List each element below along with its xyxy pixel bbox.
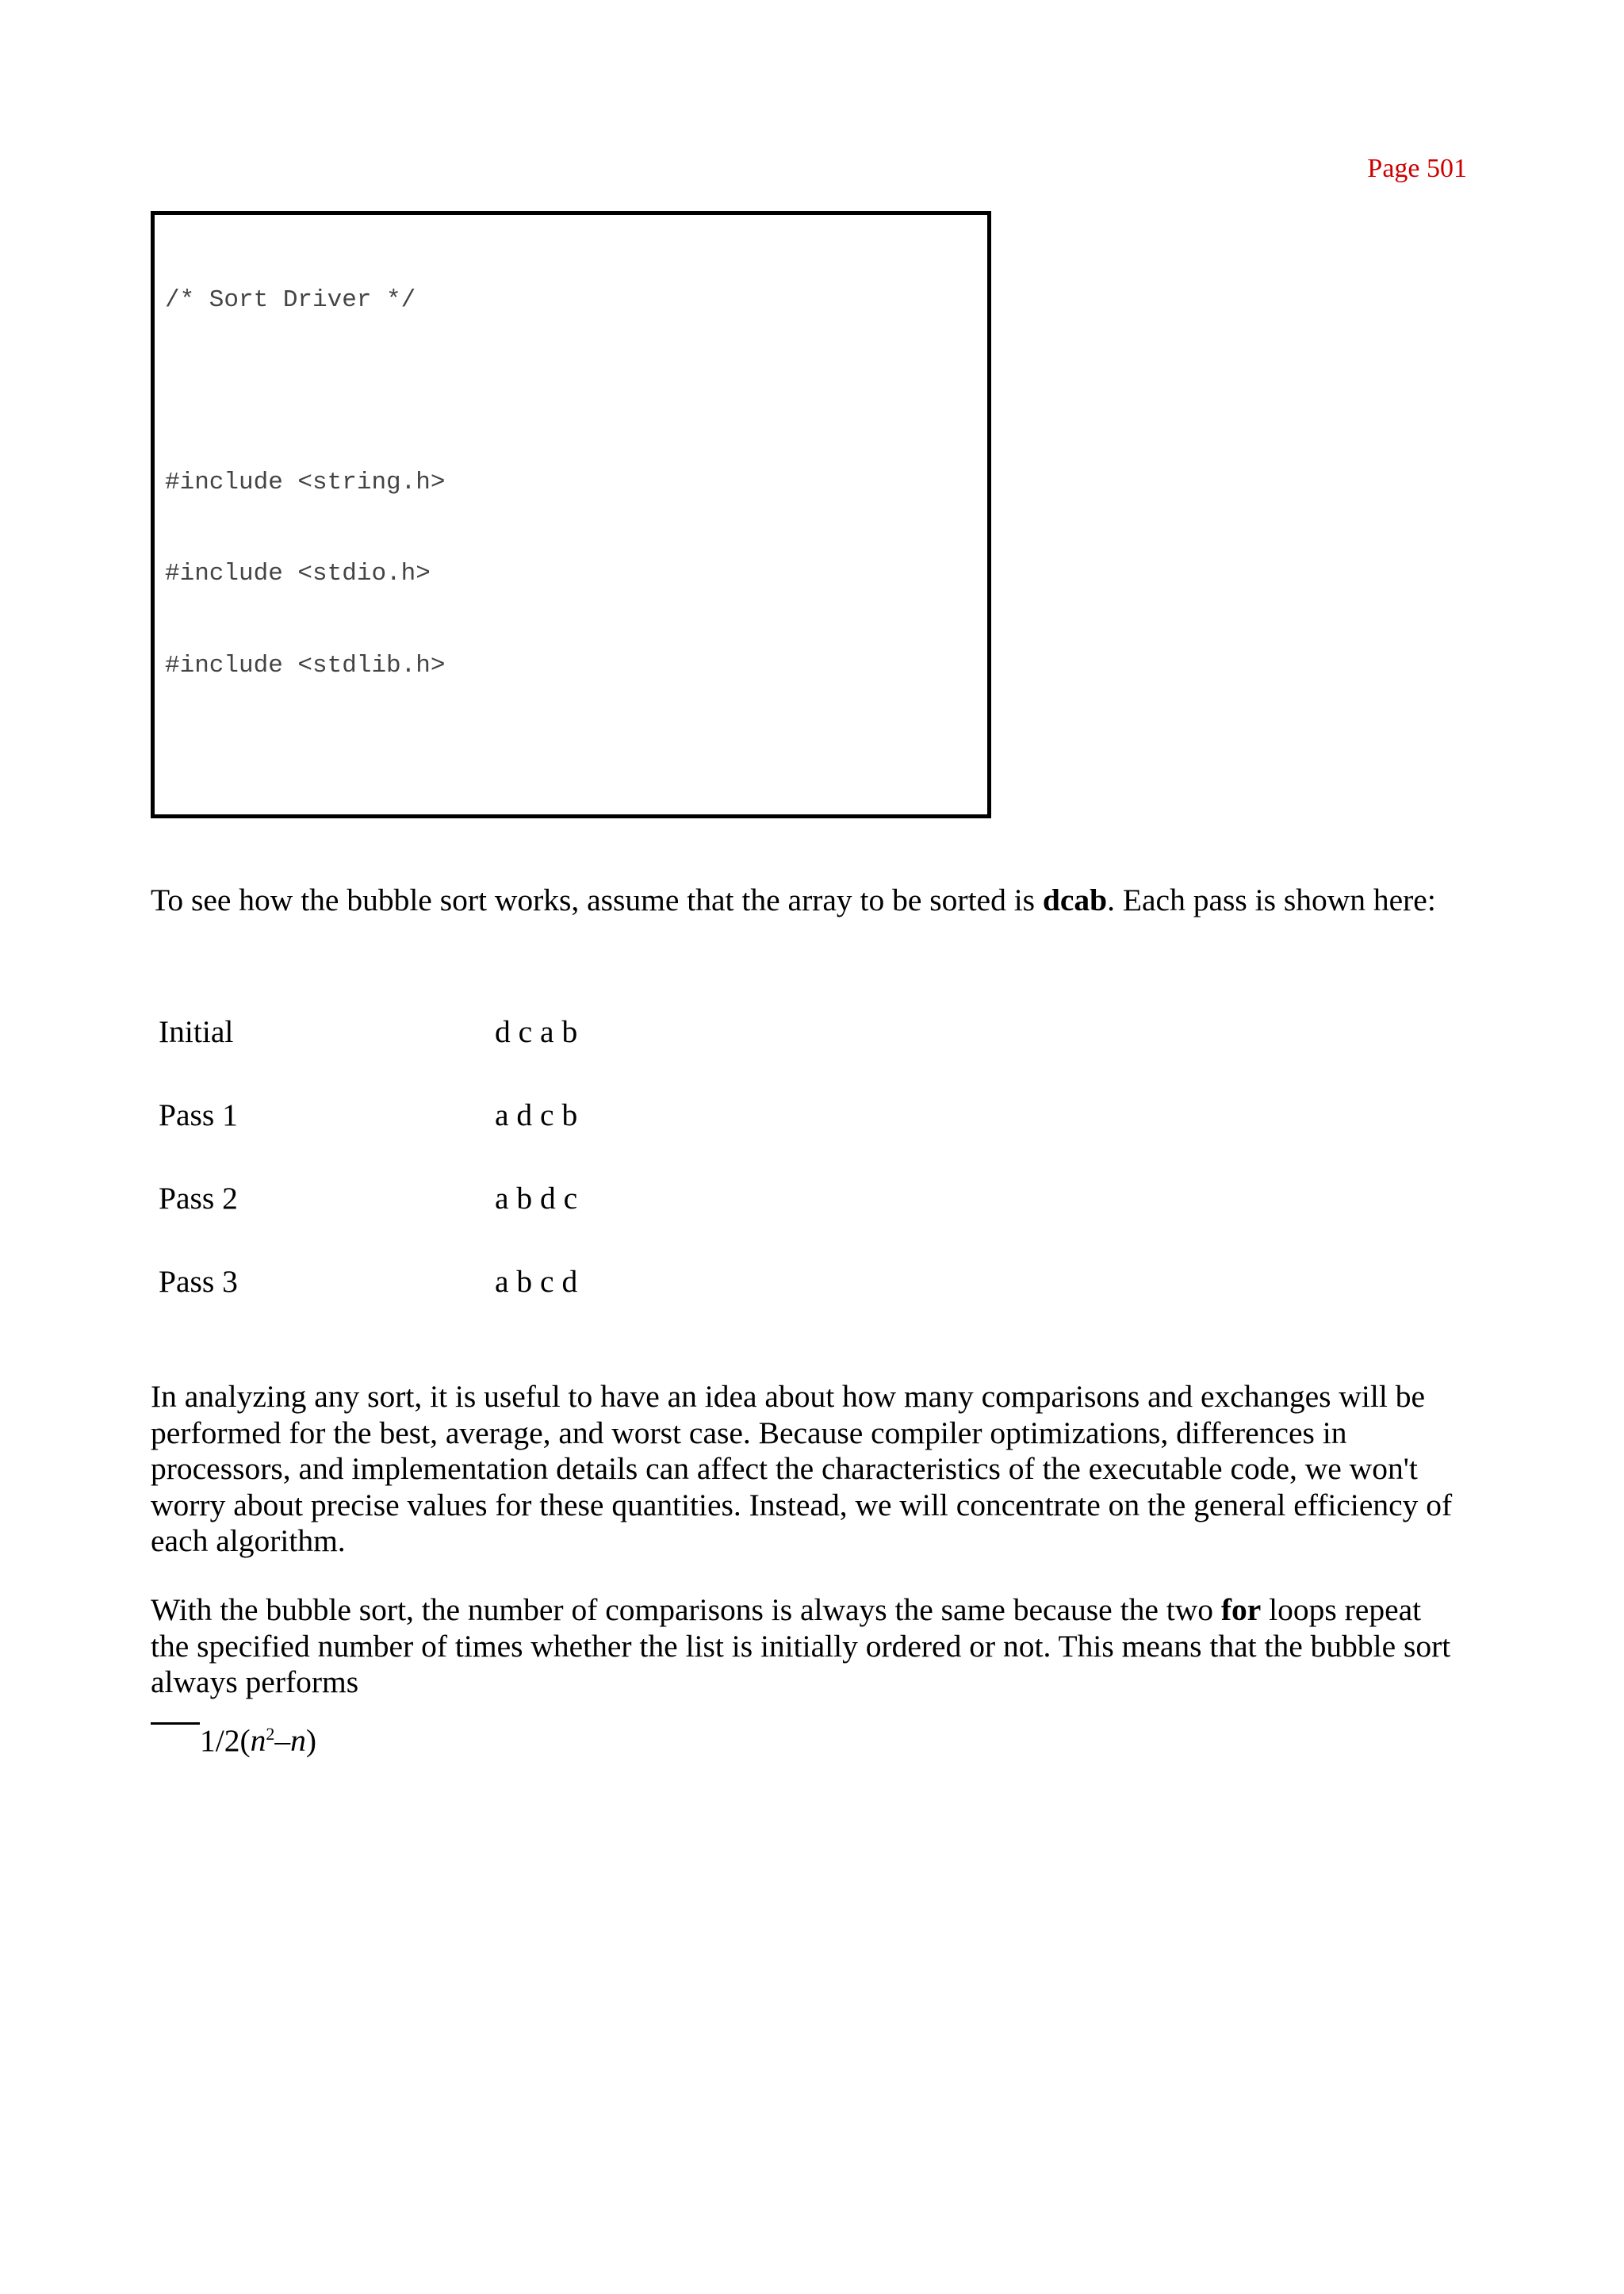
comparisons-text-after: loops repeat the specified number of times whether the list is initially ordered or not. This means that the bubble sort always performs bbox=[151, 1592, 1451, 1699]
pass-label: Pass 1 bbox=[159, 1097, 238, 1132]
pass-label: Initial bbox=[159, 1014, 234, 1049]
pass-value: a b c d bbox=[495, 1264, 578, 1299]
formula-var-n: n bbox=[250, 1723, 266, 1758]
code-line bbox=[165, 742, 987, 772]
comparisons-bold-word: for bbox=[1220, 1592, 1262, 1627]
pass-value: a d c b bbox=[495, 1097, 578, 1132]
formula-exponent: 2 bbox=[266, 1724, 275, 1744]
intro-text-after: . Each pass is shown here: bbox=[1107, 883, 1436, 917]
code-line: #include <stdlib.h> bbox=[165, 651, 446, 680]
formula-suffix: ) bbox=[305, 1723, 317, 1758]
code-listing bbox=[151, 211, 991, 818]
code-line: #include <string.h> bbox=[165, 469, 446, 497]
formula-prefix: 1/2( bbox=[200, 1723, 251, 1758]
analysis-paragraph: In analyzing any sort, it is useful to have an idea about how many comparisons and exchanges will be performed for the best, average, and worst case. Because compiler optimizations, differences in processors, and implementation details can affect the characteristics of the executable code, we won't worry about precise values for these quantities. Instead, we will concentrate on the general efficiency of each algorithm. bbox=[151, 1379, 1453, 1558]
pass-value: a b d c bbox=[495, 1181, 578, 1216]
intro-bold-word: dcab bbox=[1042, 883, 1108, 917]
pass-value: d c a b bbox=[495, 1014, 578, 1049]
formula bbox=[151, 1722, 316, 1759]
code-line bbox=[165, 377, 987, 407]
code-line: #include <stdio.h> bbox=[165, 560, 431, 588]
pass-label: Pass 2 bbox=[159, 1181, 238, 1216]
formula-rule bbox=[151, 1722, 200, 1725]
page-number: Page 501 bbox=[1367, 154, 1467, 183]
intro-paragraph bbox=[151, 883, 1467, 919]
pass-label: Pass 3 bbox=[159, 1264, 238, 1299]
formula-minus: – bbox=[274, 1723, 291, 1758]
code-line: /* Sort Driver */ bbox=[165, 285, 416, 314]
comparisons-text-before: With the bubble sort, the number of comparisons is always the same because the two bbox=[151, 1592, 1221, 1627]
comparisons-paragraph bbox=[151, 1592, 1467, 1701]
intro-text-before: To see how the bubble sort works, assume that the array to be sorted is bbox=[151, 883, 1043, 917]
formula-var-n2: n bbox=[290, 1723, 306, 1758]
